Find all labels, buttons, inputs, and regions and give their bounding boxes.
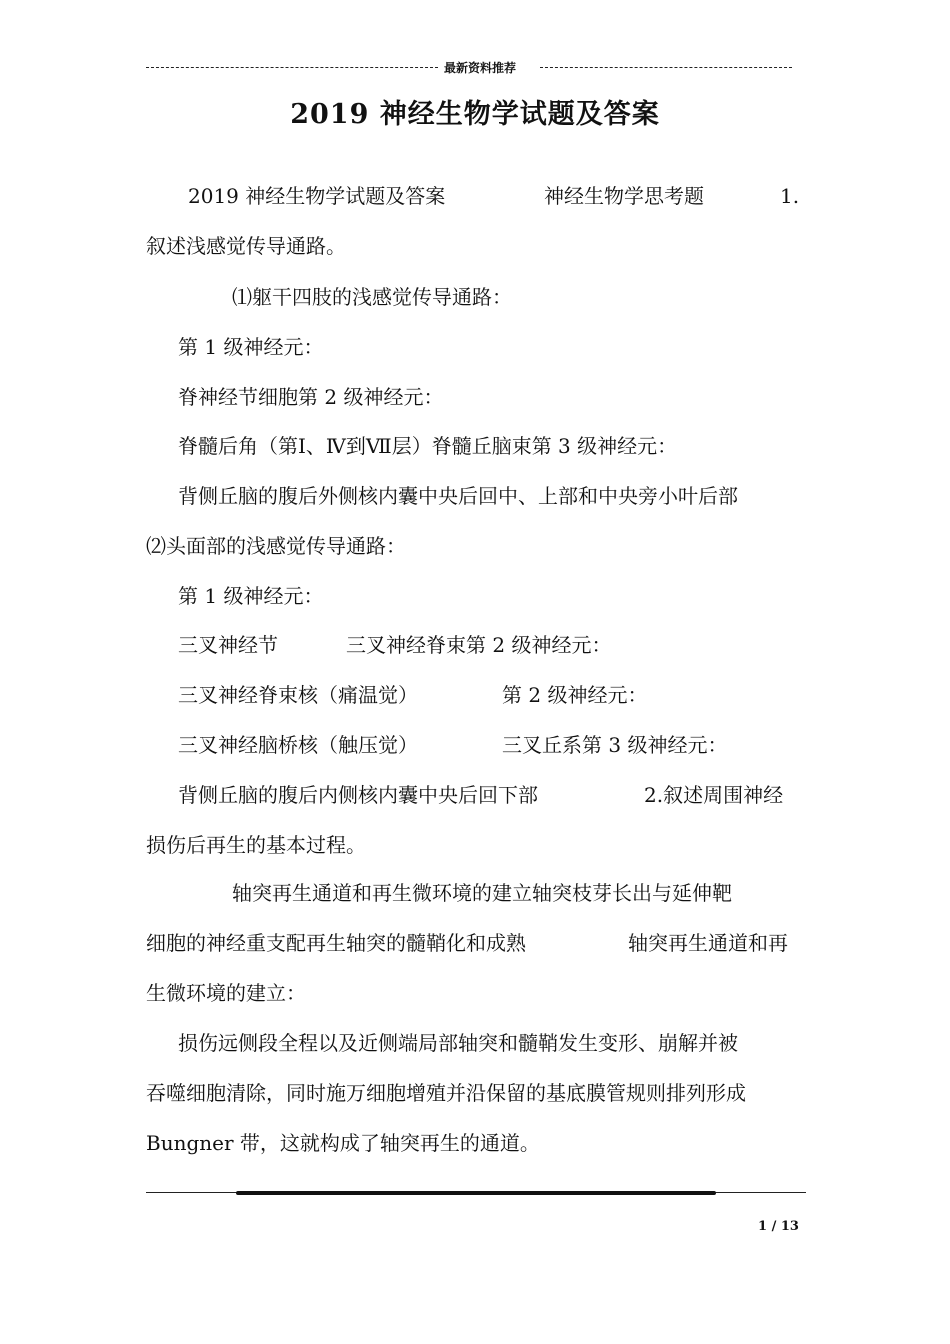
body-text: 生微环境的建立： [146,981,306,1005]
body-text: 第 1 级神经元： [178,584,324,608]
body-text: 轴突再生通道和再生微环境的建立轴突枝芽长出与延伸靶 [232,881,732,905]
body-text: 损伤远侧段全程以及近侧端局部轴突和髓鞘发生变形、崩解并被 [178,1031,738,1055]
header-dash-left [146,67,438,68]
body-text: 叙述浅感觉传导通路。 [146,234,346,258]
footer-divider-thick [236,1191,716,1195]
body-text: 三叉神经节 [178,633,278,657]
body-text: 细胞的神经重支配再生轴突的髓鞘化和成熟 [146,931,526,955]
body-text: 第 1 级神经元： [178,335,324,359]
body-text: 脊神经节细胞第 2 级神经元： [178,385,444,409]
page-number: 1 / 13 [758,1219,799,1234]
page-header [146,58,792,78]
header-dash-right [540,67,792,68]
body-text: 脊髓后角（第Ⅰ、Ⅳ到Ⅶ层）脊髓丘脑束第 3 级神经元： [178,434,678,458]
body-text: 轴突再生通道和再 [628,931,788,955]
body-text: 三叉丘系第 3 级神经元： [502,733,728,757]
body-text: ⑵头面部的浅感觉传导通路： [146,534,406,558]
body-text: 1. [780,184,800,208]
body-text: 三叉神经脊束第 2 级神经元： [346,633,612,657]
body-text: 神经生物学思考题 [544,184,704,208]
header-label: 最新资料推荐 [444,61,517,75]
footer-divider [146,1190,806,1196]
body-text: 2019 神经生物学试题及答案 [188,184,446,208]
body-text: 三叉神经脑桥核（触压觉） [178,733,418,757]
body-text: 吞噬细胞清除，同时施万细胞增殖并沿保留的基底膜管规则排列形成 [146,1081,746,1105]
body-text: 背侧丘脑的腹后外侧核内囊中央后回中、上部和中央旁小叶后部 [178,484,738,508]
body-text: Bungner 带，这就构成了轴突再生的通道。 [146,1131,540,1155]
body-text: 三叉神经脊束核（痛温觉） [178,683,418,707]
body-text: 背侧丘脑的腹后内侧核内囊中央后回下部 [178,783,538,807]
body-text: 损伤后再生的基本过程。 [146,833,366,857]
body-text: 2.叙述周围神经 [644,783,784,807]
document-title: 2019 神经生物学试题及答案 [290,99,660,130]
body-text: 第 2 级神经元： [502,683,648,707]
body-text: ⑴躯干四肢的浅感觉传导通路： [232,285,512,309]
